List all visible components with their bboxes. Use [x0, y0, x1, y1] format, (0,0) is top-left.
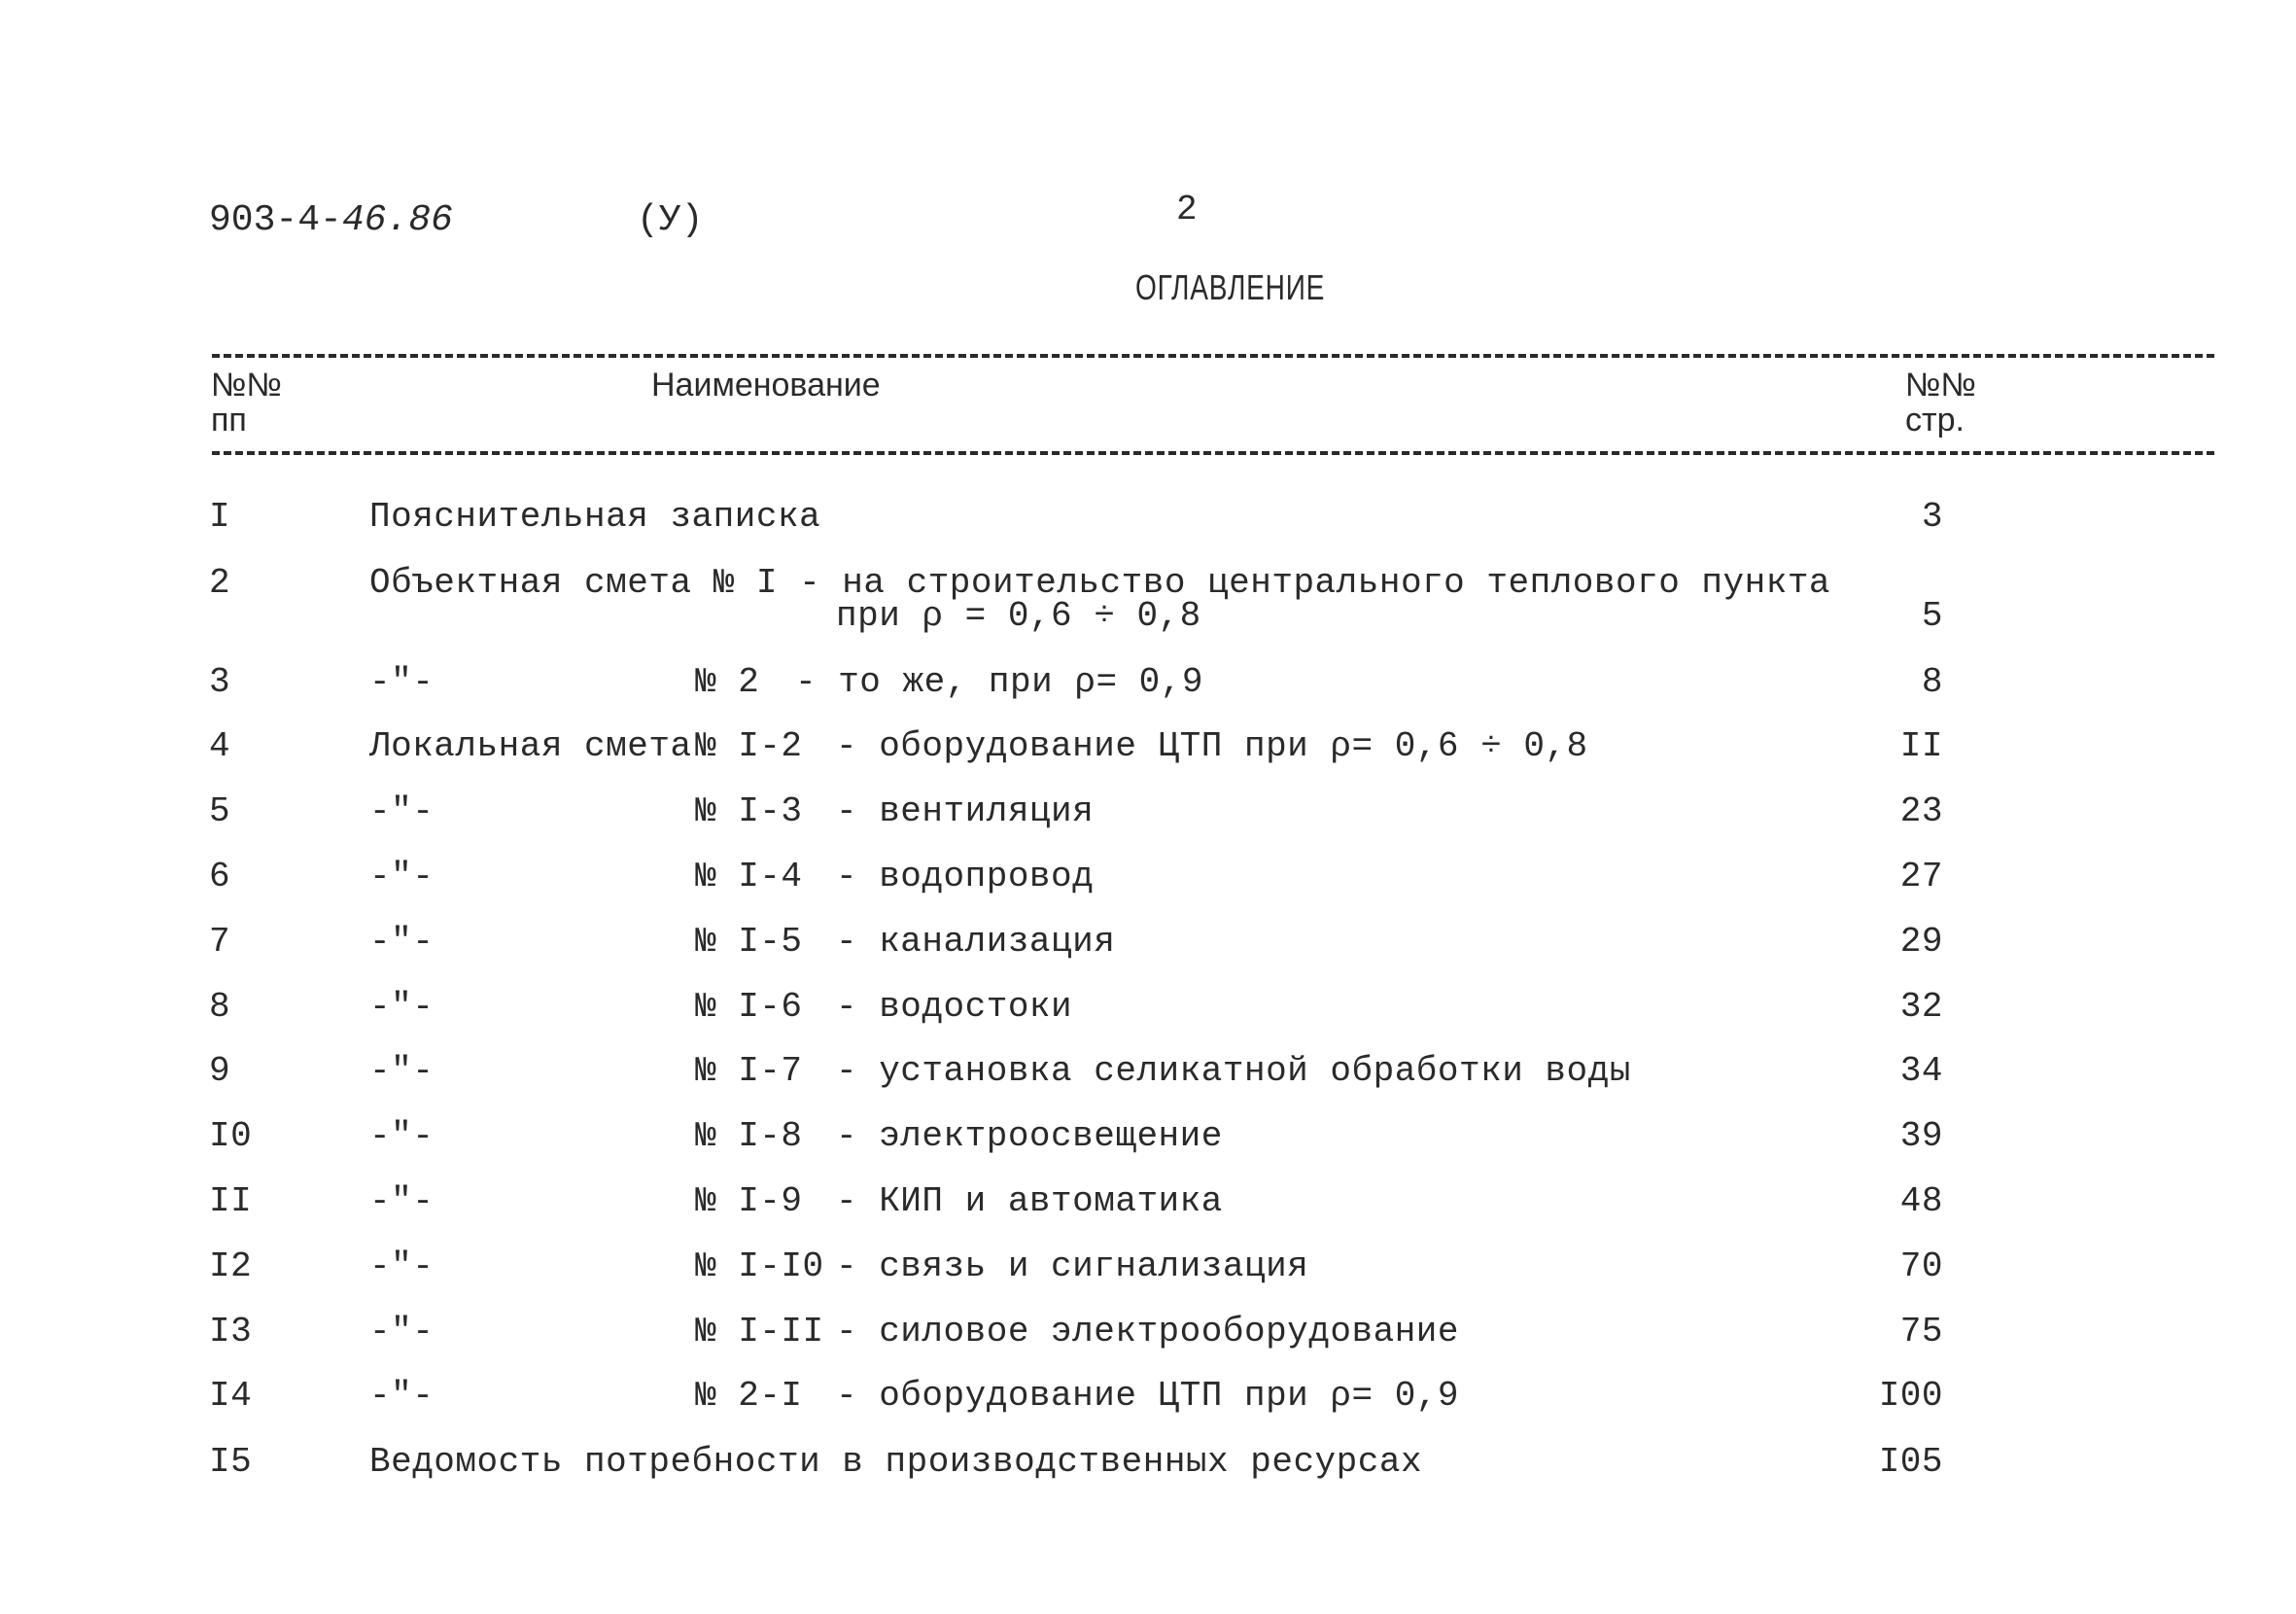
toc-row-name: -"-: [369, 987, 435, 1027]
toc-row-number: 9: [209, 1051, 231, 1091]
toc-row-page: 27: [1899, 857, 1943, 896]
toc-row-name: -"-: [369, 1312, 435, 1351]
toc-row-page: I00: [1878, 1376, 1943, 1416]
toc-row-estimate: № I-5: [695, 922, 803, 962]
toc-row-page: 23: [1899, 791, 1943, 831]
toc-row-number: 4: [209, 726, 231, 766]
toc-row-number: 7: [209, 922, 231, 962]
toc-row-estimate: № I-4: [695, 857, 803, 896]
toc-row-description: - водопровод: [836, 857, 1095, 896]
toc-row-estimate: № I-II: [695, 1312, 824, 1351]
toc-row-name: Ведомость потребности в производственных ресурсах: [369, 1442, 1423, 1482]
toc-row-estimate: № I-3: [695, 791, 803, 831]
toc-row-name: -"-: [369, 662, 435, 702]
document-code: [209, 199, 453, 241]
toc-row-description: - связь и сигнализация: [836, 1246, 1309, 1286]
toc-row-estimate: № 2-I: [695, 1376, 803, 1416]
toc-row-name: -"-: [369, 791, 435, 831]
toc-row-number: 5: [209, 791, 231, 831]
toc-row-page: 34: [1899, 1051, 1943, 1091]
toc-row-estimate: № I-2: [695, 726, 803, 766]
toc-row-page: 3: [1921, 497, 1943, 537]
toc-row-description: - установка селикатной обработки воды: [836, 1051, 1631, 1091]
page-title: ОГЛАВЛЕНИЕ: [1135, 267, 1326, 307]
toc-row-name: Объектная смета № I - на строительство центрального теплового пункта: [369, 563, 1831, 603]
toc-row-number: 8: [209, 987, 231, 1027]
toc-row-page: 5: [1921, 596, 1943, 636]
toc-row-page: I05: [1878, 1442, 1943, 1482]
toc-row-name: -"-: [369, 857, 435, 896]
divider-top: [212, 354, 2214, 358]
toc-row-description: - силовое электрооборудование: [836, 1312, 1460, 1351]
column-header-number: №№ пп: [211, 367, 282, 439]
toc-row-number: 2: [209, 563, 231, 603]
toc-row-description: - то же, при ρ= 0,9: [795, 662, 1203, 702]
toc-row-number: I0: [209, 1116, 253, 1156]
toc-row-description: - оборудование ЦТП при ρ= 0,6 ÷ 0,8: [836, 726, 1588, 766]
toc-row-page: 48: [1899, 1181, 1943, 1221]
column-header-name: Наименование: [651, 367, 881, 404]
toc-row-name: Пояснительная записка: [369, 497, 821, 537]
toc-row-page: 70: [1899, 1246, 1943, 1286]
toc-row-name: -"-: [369, 922, 435, 962]
toc-row-estimate: № I-9: [695, 1181, 803, 1221]
toc-row-description: - водостоки: [836, 987, 1073, 1027]
toc-row-number: II: [209, 1181, 253, 1221]
toc-row-estimate: № 2: [695, 662, 760, 702]
toc-row-page: II: [1899, 726, 1943, 766]
toc-row-number: 6: [209, 857, 231, 896]
toc-row-number: I5: [209, 1442, 253, 1482]
toc-row-name: -"-: [369, 1051, 435, 1091]
toc-row-estimate: № I-7: [695, 1051, 803, 1091]
column-header-page: №№ стр.: [1905, 367, 1976, 439]
document-code-handwritten: 46.86: [341, 199, 453, 241]
toc-row-description: - канализация: [836, 922, 1116, 962]
toc-row-number: I: [209, 497, 231, 537]
toc-row-name: Локальная смета: [369, 726, 692, 766]
page-number: 2: [1176, 190, 1198, 229]
toc-row-number: I4: [209, 1376, 253, 1416]
toc-row-page: 75: [1899, 1312, 1943, 1351]
toc-row-name: -"-: [369, 1181, 435, 1221]
toc-row-page: 39: [1899, 1116, 1943, 1156]
document-variant: (У): [637, 199, 704, 241]
toc-row-description: - оборудование ЦТП при ρ= 0,9: [836, 1376, 1460, 1416]
toc-row-description: - КИП и автоматика: [836, 1181, 1223, 1221]
toc-row-name-continued: при ρ = 0,6 ÷ 0,8: [836, 596, 1201, 636]
toc-row-page: 32: [1899, 987, 1943, 1027]
divider-header: [212, 451, 2214, 455]
toc-row-estimate: № I-6: [695, 987, 803, 1027]
toc-row-page: 29: [1899, 922, 1943, 962]
toc-row-estimate: № I-8: [695, 1116, 803, 1156]
toc-row-description: - электроосвещение: [836, 1116, 1223, 1156]
toc-row-number: I3: [209, 1312, 253, 1351]
toc-row-page: 8: [1921, 662, 1943, 702]
toc-row-name: -"-: [369, 1376, 435, 1416]
toc-row-estimate: № I-I0: [695, 1246, 824, 1286]
toc-row-description: - вентиляция: [836, 791, 1095, 831]
document-code-prefix: 903-4-: [209, 199, 342, 241]
toc-row-name: -"-: [369, 1246, 435, 1286]
toc-row-name: -"-: [369, 1116, 435, 1156]
toc-row-number: 3: [209, 662, 231, 702]
toc-row-number: I2: [209, 1246, 253, 1286]
